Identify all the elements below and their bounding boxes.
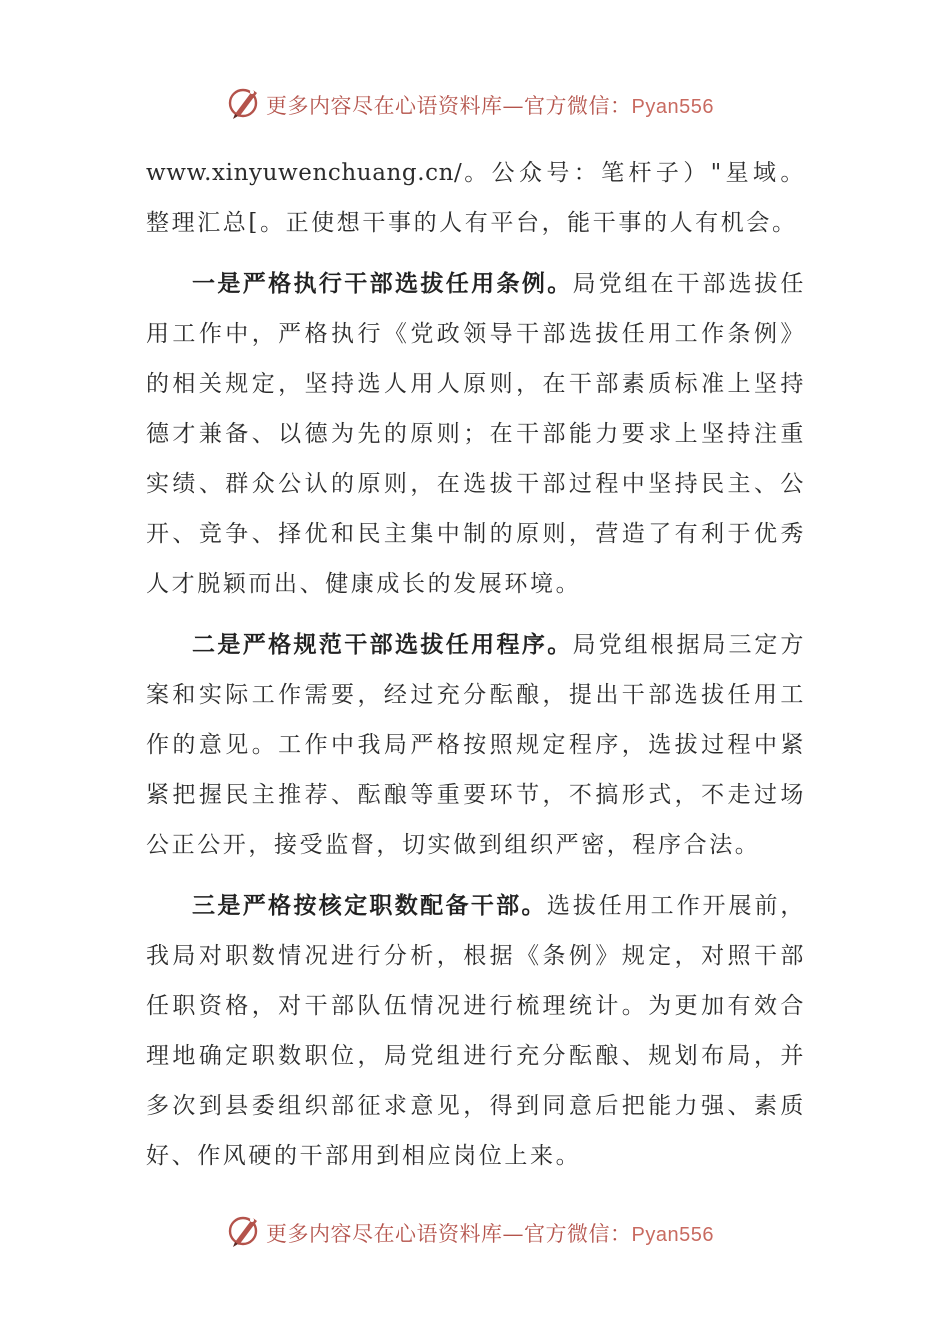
pen-logo-icon [226,84,262,120]
intro-paragraph [146,148,806,248]
section-paragraph [146,881,806,1181]
section-paragraph [146,620,806,870]
section-heading: 二是严格规范干部选拔任用程序。 [192,631,573,658]
website-url: www.xinyuwenchuang.cn/ [146,160,463,186]
footer-banner [0,1210,950,1250]
banner-text [266,1218,714,1248]
banner-slogan: 更多内容尽在心语资料库—官方微信： [266,1222,632,1246]
section-paragraph [146,259,806,609]
intro-text: 。公众号：笔杆子）"星域。整理汇总[。正使想干事的人有平台，能干事的人有机会。 [146,160,806,236]
banner-text [266,90,714,120]
document-body [146,148,806,1181]
section-heading: 三是严格按核定职数配备干部。 [192,892,547,919]
section-body: 局党组根据局三定方案和实际工作需要，经过充分酝酿，提出干部选拔任用工作的意见。工作中我局严格按照规定程序，选拔过程中紧紧把握民主推荐、酝酿等重要环节，不搞形式，不走过场公正公开，接受监督，切实做到组织严密，程序合法。 [146,632,806,858]
header-banner [0,82,950,122]
section-body: 选拔任用工作开展前，我局对职数情况进行分析，根据《条例》规定，对照干部任职资格，对干部队伍情况进行梳理统计。为更加有效合理地确定职数职位，局党组进行充分酝酿、规划布局，并多次到县委组织部征求意见，得到同意后把能力强、素质好、作风硬的干部用到相应岗位上来。 [146,893,807,1169]
section-body: 局党组在干部选拔任用工作中，严格执行《党政领导干部选拔任用工作条例》的相关规定，坚持选人用人原则，在干部素质标准上坚持德才兼备、以德为先的原则；在干部能力要求上坚持注重实绩、群众公认的原则，在选拔干部过程中坚持民主、公开、竞争、择优和民主集中制的原则，营造了有利于优秀人才脱颖而出、健康成长的发展环境。 [146,271,806,597]
wechat-id: Pyan556 [631,96,714,118]
banner-slogan: 更多内容尽在心语资料库—官方微信： [266,94,632,118]
wechat-id: Pyan556 [631,1224,714,1246]
section-heading: 一是严格执行干部选拔任用条例。 [192,270,573,297]
pen-logo-icon [226,1212,262,1248]
